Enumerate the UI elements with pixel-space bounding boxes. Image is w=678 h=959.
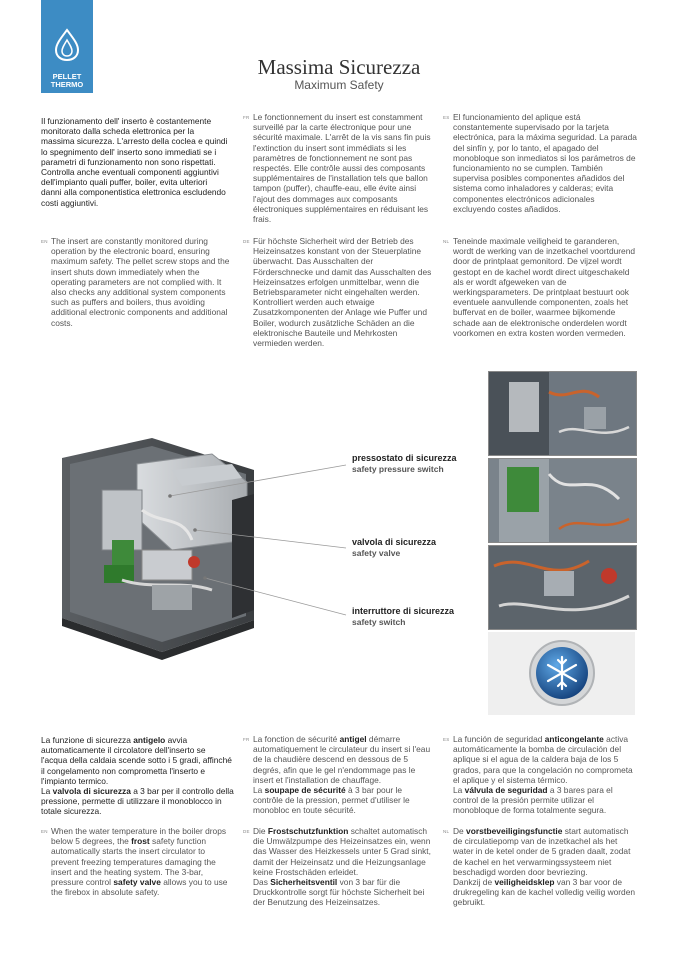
callout-pressure-switch-it: pressostato di sicurezza [352, 453, 457, 463]
de-valve-b: Sicherheitsventil [270, 877, 338, 888]
nl-valve-c: van 3 bar voor de drukregeling kan de kachel volledig veilig worden gebruikt. [453, 877, 636, 908]
page-title: Massima Sicurezza [257, 55, 421, 79]
fr-valve-b: soupape de sécurité [264, 785, 346, 796]
text-en-frost [41, 826, 231, 898]
callout-pressure-switch-en: safety pressure switch [352, 464, 444, 474]
de-frost-a: Die [253, 826, 268, 836]
photo-safety-switch [488, 545, 637, 630]
en-frost-a: When the water temperature in the boiler drops below 5 degrees, the [51, 826, 227, 847]
text-it-frost [41, 735, 234, 817]
text-fr-body: Le fonctionnement du insert est constamment surveillé par la carte électronique pour une sécurité maximale. L'arrêt de la vis sans fin puis l'extinction du insert sont immédiats si les paramètres de fonctionnement ne sont pas respectés. Elle contrôle aussi des composants supplémentaires de l'installation tels que ballon tampon (puffer), chauffe-eau, elle évite ainsi l'ajout des dommages aux composants électroniques supplémentaires en réduisant les frais. [253, 112, 431, 225]
es-valve-a: La [453, 785, 465, 796]
text-es-body: El funcionamiento del aplique está constantemente supervisado por la tarjeta electrónica, para la máxima seguridad. La parada del sinfín y, por lo tanto, el apagado del monobloque son inmediatos si los parámetros de funcionamiento no se cumplen. También supervisa posibles componentes añadidos del sistema como inhaladores y calderas; evita componentes electrónicos adicionales excluyendo costes añadidos. [453, 112, 637, 214]
callout-safety-switch-en: safety switch [352, 617, 406, 627]
text-en-body: The insert are constantly monitored during operation by the electronic board, ensuring maximum safety. The pellet screw stops and the insert shuts down immediately when the operating parameters are not complied with. It also checks any additional system components such as puffers and boilers, thus avoiding additional electronic components and additional costs. [51, 236, 230, 328]
fr-valve-a: La [253, 785, 265, 796]
text-de-frost [243, 826, 435, 908]
it-valve-a: La [41, 786, 53, 797]
es-frost-c: activa automáticamente la bomba de circulación del aplique si el agua de la caldera baja de los 5 grados, para que la congelación no comprometa el aplique y el sistema térmico. [453, 734, 633, 785]
de-valve-a: Das [253, 877, 271, 888]
it-valve-c: a 3 bar per il controllo della pressione, permette di utilizzare il monoblocco in totale sicurezza. [41, 786, 234, 817]
lang-tag-en: EN [41, 239, 48, 244]
lang-tag-en-2: EN [41, 829, 48, 834]
it-frost-b: antigelo [133, 735, 166, 745]
nl-valve-b: veiligheidsklep [494, 877, 555, 888]
callout-safety-valve-it: valvola di sicurezza [352, 537, 437, 547]
fr-valve-c: à 3 bar pour le contrôle de la pression, permet d'utiliser le monobloc en toute sécurité. [253, 785, 410, 816]
nl-frost-a: De [453, 826, 467, 836]
brand-line-2: THERMO [50, 80, 84, 89]
brand-line-1: PELLET [52, 72, 82, 81]
it-frost-a: La funzione di sicurezza [41, 735, 134, 745]
callout-safety-valve-en: safety valve [352, 548, 401, 558]
lang-tag-fr-2: FR [243, 737, 250, 742]
es-frost-a: La función de seguridad [453, 734, 545, 744]
snowflake-icon [488, 632, 635, 715]
fr-frost-c: démarre automatiquement le circulateur du insert si l'eau de la chaudière descend en dessous de 5 degrés, afin que le gel n'endommage pas le insert et l'installation de chauffage. [253, 734, 431, 785]
text-nl-frost [443, 826, 638, 908]
es-valve-b: válvula de seguridad [464, 785, 548, 796]
callout-safety-valve [352, 537, 436, 559]
lang-tag-nl: NL [443, 239, 450, 244]
en-frost-b: frost [131, 836, 150, 847]
callout-safety-switch [352, 606, 454, 628]
fr-frost-a: La fonction de sécurité [253, 734, 340, 744]
en-frost-c: safety function automatically starts the insert circulator to prevent freezing temperatures damaging the insert and the heating system. The 3-bar, pressure control [51, 836, 216, 888]
text-it-monitoring: Il funzionamento dell' inserto è costantemente monitorato dalla scheda elettronica per la massima sicurezza. L'arresto della coclea e quindi lo spegnimento dell' inserto sono immediati se i parametri di funzionamento non sono rispettati. Controlla anche eventuali componenti aggiuntivi dell'impianto quali puffer, boiler, evita ulteriori danni alla componentistica elettronica escludendo costi aggiuntivi. [41, 116, 228, 208]
en-frost-d: safety valve [113, 877, 161, 888]
callout-pressure-switch [352, 453, 457, 475]
nl-frost-b: vorstbeveiligingsfunctie [466, 826, 563, 836]
lang-tag-es: ES [443, 115, 450, 120]
lang-tag-nl-2: NL [443, 829, 450, 834]
nl-valve-a: Dankzij de [453, 877, 495, 888]
text-nl-body: Teneinde maximale veiligheid te garanderen, wordt de werking van de inzetkachel voortdurend door de printplaat gemonitord. De vijzel wordt gestopt en de kachel wordt direct uitgeschakeld als er wordt afgeweken van de werkingsparameters. De printplaat bestuurt ook eventuele aanvullende componenten, zoals het buffervat en de boiler, waarmee bijkomende schade aan de elektronische onderdelen wordt voorkomen en extra kosten worden vermeden. [453, 236, 636, 338]
text-de-body: Für höchste Sicherheit wird der Betrieb des Heizeinsatzes konstant von der Steuerplatine überwacht. Das Ausschalten der Förderschnecke und damit das Ausschalten des Heizeinsatzes erfolgen unmittelbar, wenn die Betriebsparameter nicht eingehalten werden. Kontrolliert werden auch etwaige Zusatzkomponenten der Anlage wie Puffer und Boiler, wodurch zusätzliche Schäden an die elektronische Bauteile und Mehrkosten vermieden werden. [253, 236, 432, 349]
de-valve-c: von 3 bar für die Druckkontrolle sorgt für höchste Sicherheit bei der Benutzung des Heizeinsatzes. [253, 877, 425, 908]
photo-pressure-switch [488, 371, 637, 456]
fr-frost-b: antigel [339, 734, 367, 744]
nl-frost-c: start automatisch de circulatiepomp van de inzetkachel als het water in de ketel onder de 5 graden daalt, zodat de kachel en het verwarmingssysteem niet beschadigd worden door bevriezing. [453, 826, 631, 877]
text-fr-frost [243, 734, 433, 816]
lang-tag-de-2: DE [243, 829, 250, 834]
it-frost-c: avvia automaticamente il circolatore dell'inserto se l'acqua della caldaia scende sotto i 5 gradi, affinché il congelamento non comprometta l'inserto e l'impianto termico. [41, 735, 232, 786]
es-frost-b: anticongelante [544, 734, 604, 744]
page-subtitle: Maximum Safety [294, 78, 384, 92]
frost-badge-panel [488, 632, 635, 715]
text-es-frost [443, 734, 638, 816]
en-frost-e: allows you to use the firebox in absolute safety. [51, 877, 228, 898]
callout-safety-switch-it: interruttore di sicurezza [352, 606, 455, 616]
de-frost-b: Frostschutzfunktion [267, 826, 349, 836]
it-valve-b: valvola di sicurezza [52, 786, 131, 797]
photo-safety-valve [488, 458, 637, 543]
lang-tag-es-2: ES [443, 737, 450, 742]
de-frost-c: schaltet automatisch die Umwälzpumpe des Heizeinsatzes ein, wenn das Wasser des Heizkessels unter 5 Grad sinkt, damit der Heizeinsatz und die Heizungsanlage keine Frostschäden erleidet. [253, 826, 431, 877]
lang-tag-fr: FR [243, 115, 250, 120]
lang-tag-de: DE [243, 239, 250, 244]
es-valve-c: a 3 bares para el control de la presión permite utilizar el monobloque de forma totalmente segura. [453, 785, 613, 816]
